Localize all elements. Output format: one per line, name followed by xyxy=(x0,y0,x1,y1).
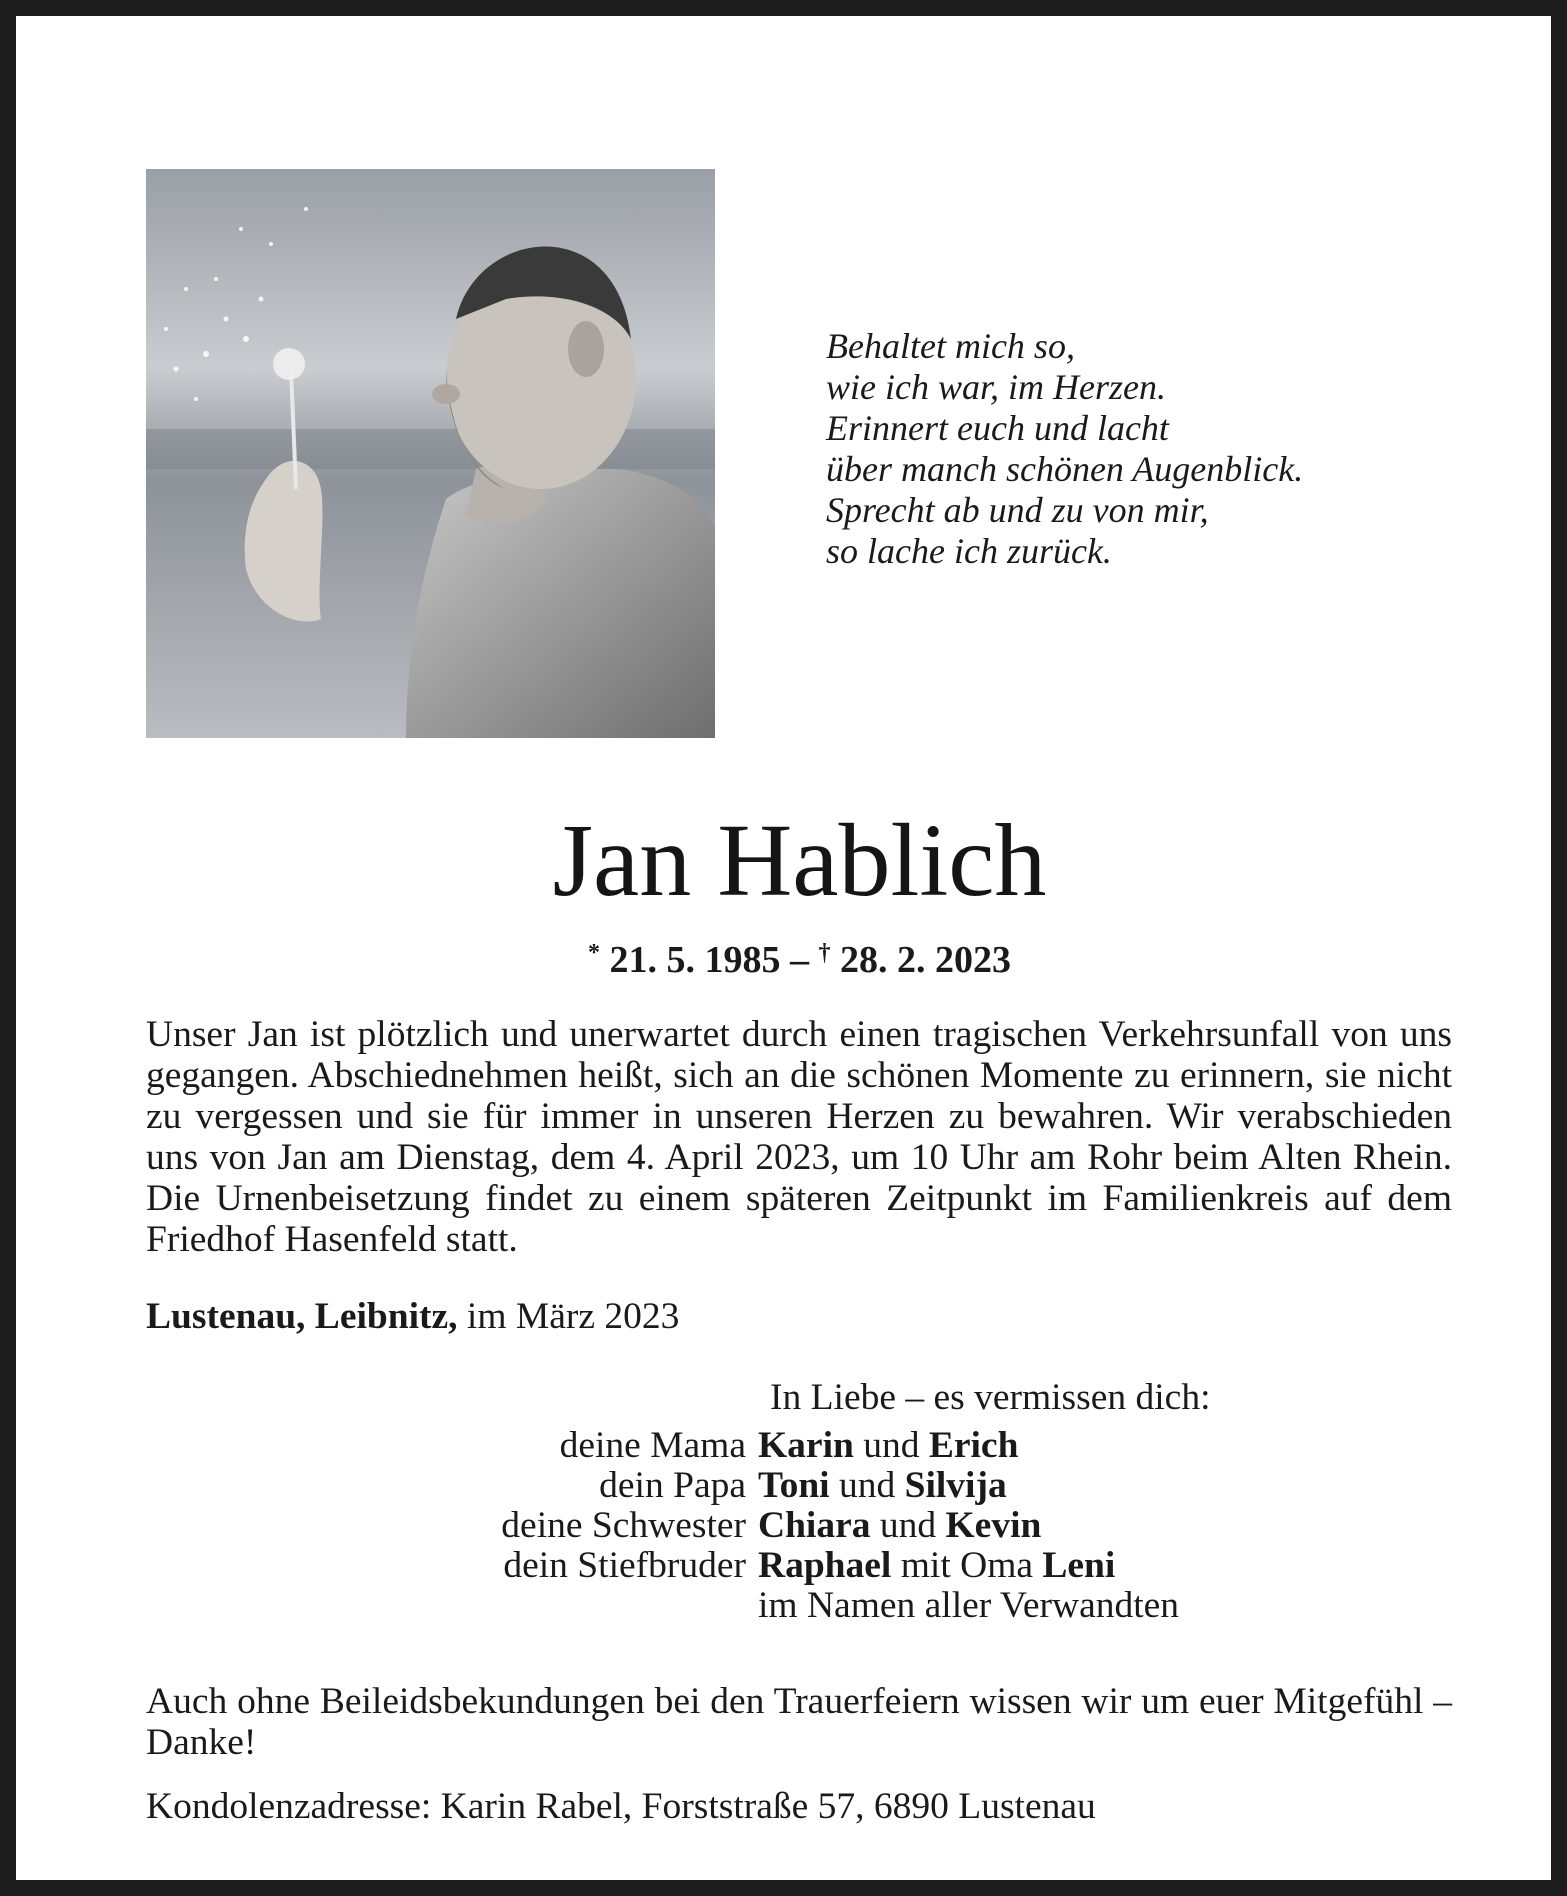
mourners-closing-line: im Namen aller Verwandten xyxy=(758,1585,1180,1626)
mourner-name: Kevin xyxy=(945,1505,1042,1546)
mourner-relation: deine Schwester xyxy=(501,1505,746,1546)
mourner-names xyxy=(758,1466,1007,1506)
place-names: Lustenau, Leibnitz, xyxy=(146,1296,458,1337)
man-blowing-dandelion-icon xyxy=(146,169,715,738)
mourner-name: Chiara xyxy=(758,1505,871,1546)
condolence-address: Kondolenzadresse: Karin Rabel, Forststraße 57, 6890 Lustenau xyxy=(146,1786,1096,1827)
mourner-names xyxy=(758,1546,1115,1586)
mourner-joiner: und xyxy=(870,1505,946,1546)
mourners-intro: In Liebe – es vermissen dich: xyxy=(770,1377,1211,1418)
mourner-joiner: mit Oma xyxy=(891,1545,1043,1586)
mourner-names xyxy=(758,1426,1018,1466)
mourners-list xyxy=(316,1426,1316,1626)
portrait-photo xyxy=(146,169,715,738)
mourner-row xyxy=(316,1466,1316,1506)
mourner-name: Toni xyxy=(758,1465,830,1506)
mourner-joiner: und xyxy=(829,1465,905,1506)
place-date-line xyxy=(146,1296,679,1337)
poem-line: wie ich war, im Herzen. xyxy=(826,367,1166,407)
birth-date: 21. 5. 1985 xyxy=(609,939,781,981)
mourner-relation: dein Papa xyxy=(599,1465,746,1506)
mourner-relation: dein Stiefbruder xyxy=(503,1545,746,1586)
mourner-name: Raphael xyxy=(758,1545,892,1586)
mourner-name: Karin xyxy=(758,1425,854,1466)
mourner-joiner: und xyxy=(853,1425,929,1466)
birth-symbol: * xyxy=(588,940,600,966)
deceased-name: Jan Hablich xyxy=(552,803,1047,918)
place-date: im März 2023 xyxy=(457,1296,680,1337)
poem-line: Sprecht ab und zu von mir, xyxy=(826,490,1209,530)
mourner-name: Erich xyxy=(928,1425,1019,1466)
mourner-relation-empty xyxy=(316,1586,758,1626)
date-separator: – xyxy=(780,939,819,981)
mourner-row xyxy=(316,1426,1316,1466)
announcement-text: Unser Jan ist plötzlich und unerwartet durch einen tragischen Verkehrsunfall von uns gegangen. Abschiednehmen heißt, sich an die schönen Momente zu erinnern, sie nicht zu vergessen und sie für immer in unseren Herzen zu bewahren. Wir verabschieden uns von Jan am Dienstag, dem 4. April 2023, um 10 Uhr am Rohr beim Alten Rhein. Die Urnenbeisetzung findet zu einem späteren Zeitpunkt im Familienkreis auf dem Friedhof Hasenfeld statt. xyxy=(146,1014,1452,1260)
poem-line: Behaltet mich so, xyxy=(826,326,1075,366)
life-dates xyxy=(16,931,1567,982)
death-date: 28. 2. 2023 xyxy=(840,939,1011,981)
mourner-names xyxy=(758,1506,1041,1546)
closing-text: Auch ohne Beileidsbekundungen bei den Trauerfeiern wissen wir um euer Mitgefühl – Danke! xyxy=(146,1681,1452,1763)
mourner-row xyxy=(316,1586,1316,1626)
mourner-name: Leni xyxy=(1042,1545,1116,1586)
mourner-name: Silvija xyxy=(904,1465,1007,1506)
poem-line: über manch schönen Augenblick. xyxy=(826,449,1304,489)
mourner-relation: deine Mama xyxy=(559,1425,746,1466)
poem-line: Erinnert euch und lacht xyxy=(826,408,1169,448)
mourner-row xyxy=(316,1546,1316,1586)
mourner-row xyxy=(316,1506,1316,1546)
poem xyxy=(826,326,1303,572)
poem-line: so lache ich zurück. xyxy=(826,531,1112,571)
death-symbol: † xyxy=(818,940,831,966)
